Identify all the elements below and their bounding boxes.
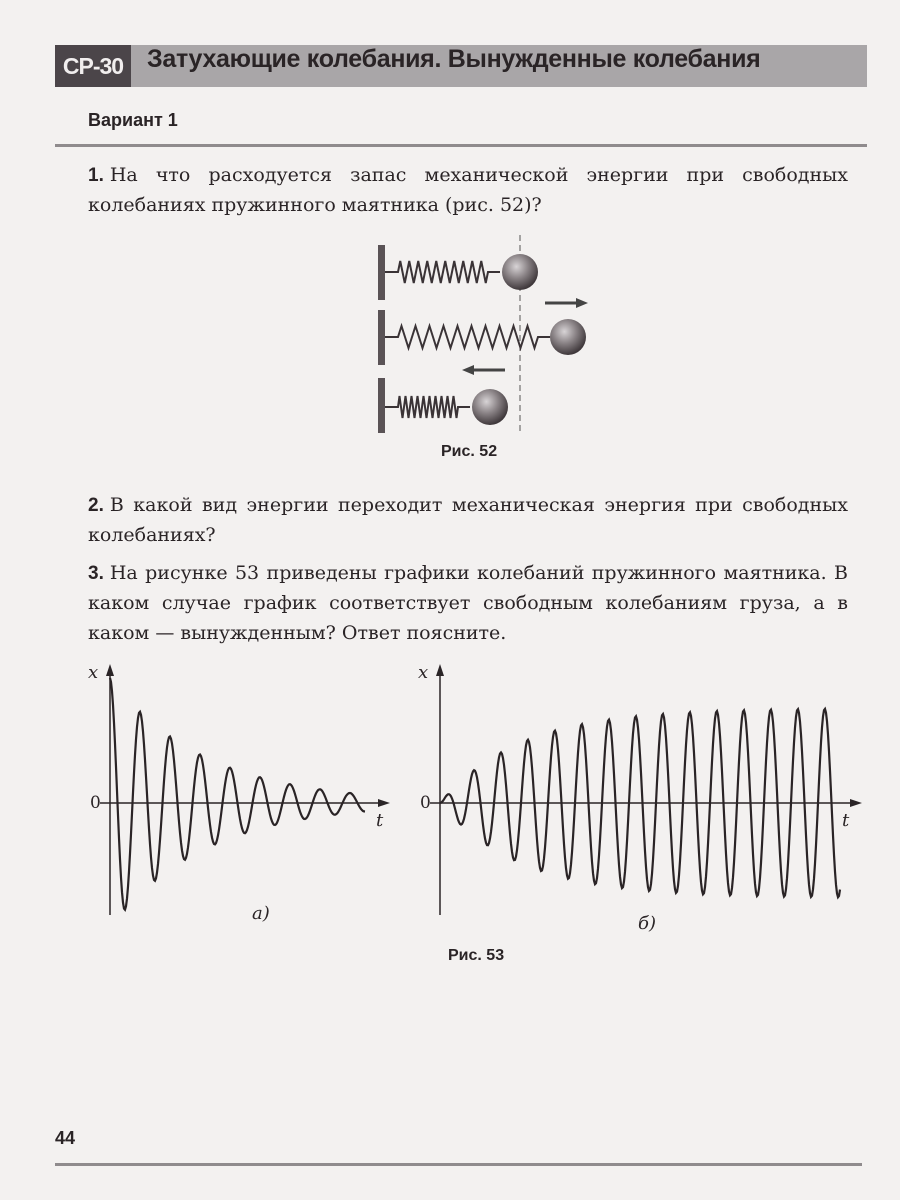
graph-b (430, 664, 862, 915)
graph-b-label: б) (638, 913, 657, 934)
graph-a (100, 664, 390, 915)
figure-53-graphs (0, 650, 900, 940)
question-3 (88, 558, 848, 648)
spring-icon (385, 261, 500, 283)
question-1 (88, 160, 848, 220)
graph-b-y-label: x (418, 662, 429, 683)
arrow-right-icon (545, 298, 588, 308)
question-text: В какой вид энергии переходит механическая энергия при свободных колебаниях? (88, 494, 848, 546)
figure-53-caption: Рис. 53 (448, 947, 505, 964)
figure-52-spring-pendulum (370, 235, 600, 435)
ball-icon (550, 319, 586, 355)
graph-a-label: а) (252, 903, 270, 924)
graph-a-y-label: x (88, 662, 99, 683)
graph-b-origin: 0 (420, 793, 431, 813)
wall-icon (378, 378, 385, 433)
wall-icon (378, 245, 385, 300)
question-number: 3. (88, 563, 104, 584)
question-text: На что расходуется запас механической энергии при свободных колебаниях пружинного маятника (рис. 52)? (88, 164, 848, 216)
divider (55, 144, 867, 147)
spring-icon (385, 396, 470, 418)
damped-oscillation-curve (110, 678, 365, 910)
divider (55, 1163, 862, 1166)
page-title: Затухающие колебания. Вынужденные колебания (147, 45, 761, 73)
section-code: СР-30 (55, 45, 131, 87)
ball-icon (502, 254, 538, 290)
wall-icon (378, 310, 385, 365)
question-number: 1. (88, 165, 104, 186)
question-2 (88, 490, 848, 550)
variant-heading: Вариант 1 (88, 110, 178, 130)
figure-52-caption: Рис. 52 (441, 443, 498, 460)
graph-b-x-label: t (842, 810, 850, 831)
arrow-left-icon (462, 365, 505, 375)
question-number: 2. (88, 495, 104, 516)
page-number: 44 (55, 1128, 76, 1148)
spring-icon (385, 326, 550, 348)
question-text: На рисунке 53 приведены графики колебаний пружинного маятника. В каком случае график соответствует свободным колебаниям груза, а в каком — вынужденным? Ответ поясните. (88, 562, 848, 644)
graph-a-x-label: t (376, 810, 384, 831)
ball-icon (472, 389, 508, 425)
graph-a-origin: 0 (90, 793, 101, 813)
